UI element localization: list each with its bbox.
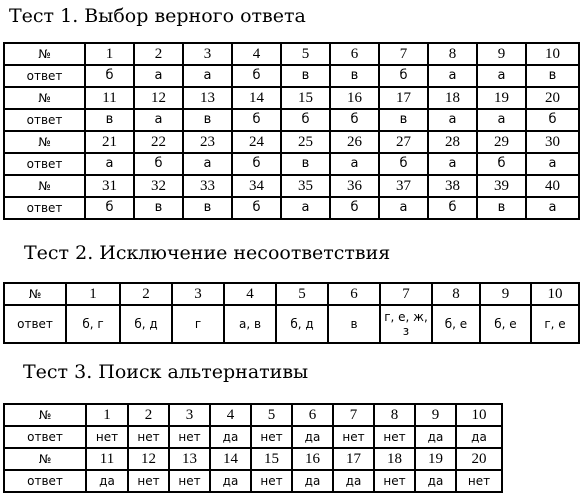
- question-number-cell: 6: [328, 283, 380, 305]
- question-number-cell: 4: [232, 43, 281, 65]
- answer-cell: б, д: [120, 305, 172, 343]
- answer-row: [4, 470, 502, 492]
- question-number-cell: 6: [292, 404, 333, 426]
- question-number-cell: 1: [85, 43, 134, 65]
- answer-cell: а: [183, 153, 232, 175]
- answer-label-cell: ответ: [4, 153, 85, 175]
- question-number-cell: 13: [183, 87, 232, 109]
- question-number-cell: 14: [232, 87, 281, 109]
- answer-cell: а: [134, 109, 183, 131]
- answer-cell: нет: [333, 426, 374, 448]
- answer-cell: нет: [169, 470, 210, 492]
- answer-cell: б: [379, 65, 428, 87]
- answer-cell: нет: [251, 426, 292, 448]
- question-number-cell: 3: [172, 283, 224, 305]
- answer-cell: а: [477, 109, 526, 131]
- question-number-cell: 19: [477, 87, 526, 109]
- question-number-row: [4, 175, 579, 197]
- answer-cell: в: [526, 65, 579, 87]
- question-number-cell: 3: [183, 43, 232, 65]
- answer-cell: г: [172, 305, 224, 343]
- number-label-cell: №: [4, 283, 66, 305]
- answer-row: [4, 109, 579, 131]
- answer-row: [4, 305, 579, 343]
- answer-cell: б: [379, 153, 428, 175]
- answer-cell: а: [526, 197, 579, 219]
- question-number-cell: 2: [128, 404, 169, 426]
- question-number-cell: 8: [428, 43, 477, 65]
- answer-cell: б, е: [480, 305, 531, 343]
- answer-label-cell: ответ: [4, 470, 86, 492]
- question-number-cell: 9: [415, 404, 456, 426]
- answer-cell: да: [415, 426, 456, 448]
- answer-cell: нет: [374, 426, 415, 448]
- question-number-cell: 34: [232, 175, 281, 197]
- answer-cell: б: [232, 197, 281, 219]
- question-number-cell: 5: [251, 404, 292, 426]
- question-number-cell: 31: [85, 175, 134, 197]
- answer-cell: в: [379, 109, 428, 131]
- question-number-cell: 3: [169, 404, 210, 426]
- answer-cell: б: [232, 109, 281, 131]
- answer-cell: б: [281, 109, 330, 131]
- answer-cell: в: [85, 109, 134, 131]
- question-number-cell: 32: [134, 175, 183, 197]
- answer-cell: да: [210, 470, 251, 492]
- question-number-cell: 9: [477, 43, 526, 65]
- question-number-row: [4, 43, 579, 65]
- answer-cell: да: [333, 470, 374, 492]
- question-number-cell: 10: [531, 283, 579, 305]
- answer-label-cell: ответ: [4, 65, 85, 87]
- number-label-cell: №: [4, 43, 85, 65]
- answer-cell: нет: [374, 470, 415, 492]
- question-number-cell: 24: [232, 131, 281, 153]
- answer-cell: г, е, ж, з: [380, 305, 432, 343]
- question-number-cell: 14: [210, 448, 251, 470]
- number-label-cell: №: [4, 87, 85, 109]
- answer-row: [4, 153, 579, 175]
- question-number-cell: 6: [330, 43, 379, 65]
- answer-cell: а: [428, 109, 477, 131]
- question-number-cell: 7: [379, 43, 428, 65]
- question-number-cell: 11: [86, 448, 128, 470]
- question-number-cell: 21: [85, 131, 134, 153]
- answer-cell: б, г: [66, 305, 120, 343]
- answer-cell: б: [85, 65, 134, 87]
- answer-cell: б, е: [432, 305, 480, 343]
- question-number-row: [4, 131, 579, 153]
- number-label-cell: №: [4, 175, 85, 197]
- question-number-cell: 26: [330, 131, 379, 153]
- answer-cell: а: [85, 153, 134, 175]
- answer-cell: б: [85, 197, 134, 219]
- answer-cell: г, е: [531, 305, 579, 343]
- answer-cell: а, в: [224, 305, 276, 343]
- answer-cell: б: [134, 153, 183, 175]
- answer-cell: в: [477, 197, 526, 219]
- answer-cell: да: [86, 470, 128, 492]
- question-number-cell: 7: [333, 404, 374, 426]
- question-number-cell: 18: [374, 448, 415, 470]
- question-number-cell: 20: [526, 87, 579, 109]
- question-number-cell: 18: [428, 87, 477, 109]
- answer-cell: да: [292, 470, 333, 492]
- answer-cell: нет: [86, 426, 128, 448]
- answer-cell: в: [281, 153, 330, 175]
- answer-cell: а: [379, 197, 428, 219]
- answer-cell: б, д: [276, 305, 328, 343]
- number-label-cell: №: [4, 404, 86, 426]
- question-number-cell: 20: [456, 448, 502, 470]
- answer-cell: нет: [456, 470, 502, 492]
- question-number-cell: 11: [85, 87, 134, 109]
- answer-cell: а: [281, 197, 330, 219]
- question-number-cell: 10: [456, 404, 502, 426]
- question-number-cell: 15: [281, 87, 330, 109]
- answer-cell: а: [428, 153, 477, 175]
- answer-cell: б: [428, 197, 477, 219]
- question-number-cell: 5: [276, 283, 328, 305]
- answer-cell: а: [428, 65, 477, 87]
- test1-title: Тест 1. Выбор верного ответа: [9, 5, 306, 27]
- answer-cell: б: [330, 109, 379, 131]
- question-number-cell: 8: [432, 283, 480, 305]
- question-number-cell: 40: [526, 175, 579, 197]
- question-number-cell: 2: [134, 43, 183, 65]
- answer-cell: б: [526, 109, 579, 131]
- question-number-cell: 9: [480, 283, 531, 305]
- question-number-cell: 36: [330, 175, 379, 197]
- answer-cell: в: [328, 305, 380, 343]
- answer-cell: б: [232, 65, 281, 87]
- answer-label-cell: ответ: [4, 426, 86, 448]
- question-number-cell: 17: [333, 448, 374, 470]
- question-number-row: [4, 404, 502, 426]
- test3-title: Тест 3. Поиск альтернативы: [23, 361, 309, 383]
- answer-cell: в: [183, 109, 232, 131]
- question-number-cell: 12: [134, 87, 183, 109]
- question-number-cell: 39: [477, 175, 526, 197]
- question-number-row: [4, 87, 579, 109]
- question-number-cell: 12: [128, 448, 169, 470]
- answer-cell: а: [477, 65, 526, 87]
- answer-cell: в: [134, 197, 183, 219]
- test2-title: Тест 2. Исключение несоответствия: [24, 242, 391, 264]
- question-number-cell: 17: [379, 87, 428, 109]
- answer-cell: а: [183, 65, 232, 87]
- answer-cell: нет: [128, 470, 169, 492]
- answer-cell: б: [330, 197, 379, 219]
- answer-cell: нет: [128, 426, 169, 448]
- answer-label-cell: ответ: [4, 197, 85, 219]
- answer-cell: нет: [251, 470, 292, 492]
- question-number-cell: 33: [183, 175, 232, 197]
- question-number-cell: 15: [251, 448, 292, 470]
- answer-cell: в: [330, 65, 379, 87]
- question-number-cell: 1: [86, 404, 128, 426]
- question-number-cell: 37: [379, 175, 428, 197]
- answer-cell: а: [134, 65, 183, 87]
- question-number-row: [4, 283, 579, 305]
- question-number-cell: 16: [330, 87, 379, 109]
- answer-cell: а: [526, 153, 579, 175]
- number-label-cell: №: [4, 131, 85, 153]
- answer-cell: да: [292, 426, 333, 448]
- answer-label-cell: ответ: [4, 305, 66, 343]
- number-label-cell: №: [4, 448, 86, 470]
- question-number-cell: 22: [134, 131, 183, 153]
- question-number-cell: 4: [210, 404, 251, 426]
- question-number-cell: 25: [281, 131, 330, 153]
- answer-cell: а: [330, 153, 379, 175]
- question-number-cell: 23: [183, 131, 232, 153]
- question-number-cell: 19: [415, 448, 456, 470]
- question-number-cell: 1: [66, 283, 120, 305]
- answer-cell: в: [281, 65, 330, 87]
- test1-answer-table: [3, 42, 580, 220]
- question-number-cell: 28: [428, 131, 477, 153]
- question-number-cell: 30: [526, 131, 579, 153]
- answer-cell: нет: [169, 426, 210, 448]
- question-number-cell: 16: [292, 448, 333, 470]
- answer-cell: да: [415, 470, 456, 492]
- question-number-cell: 13: [169, 448, 210, 470]
- question-number-cell: 27: [379, 131, 428, 153]
- answer-row: [4, 65, 579, 87]
- question-number-cell: 2: [120, 283, 172, 305]
- question-number-cell: 8: [374, 404, 415, 426]
- answer-cell: б: [232, 153, 281, 175]
- question-number-cell: 4: [224, 283, 276, 305]
- answer-cell: в: [183, 197, 232, 219]
- answer-row: [4, 426, 502, 448]
- test2-answer-table: [3, 282, 580, 344]
- answer-label-cell: ответ: [4, 109, 85, 131]
- question-number-cell: 38: [428, 175, 477, 197]
- question-number-cell: 35: [281, 175, 330, 197]
- question-number-cell: 5: [281, 43, 330, 65]
- question-number-cell: 7: [380, 283, 432, 305]
- question-number-cell: 10: [526, 43, 579, 65]
- answer-row: [4, 197, 579, 219]
- answer-cell: да: [210, 426, 251, 448]
- question-number-cell: 29: [477, 131, 526, 153]
- answer-cell: б: [477, 153, 526, 175]
- question-number-row: [4, 448, 502, 470]
- test3-answer-table: [3, 403, 503, 493]
- answer-cell: да: [456, 426, 502, 448]
